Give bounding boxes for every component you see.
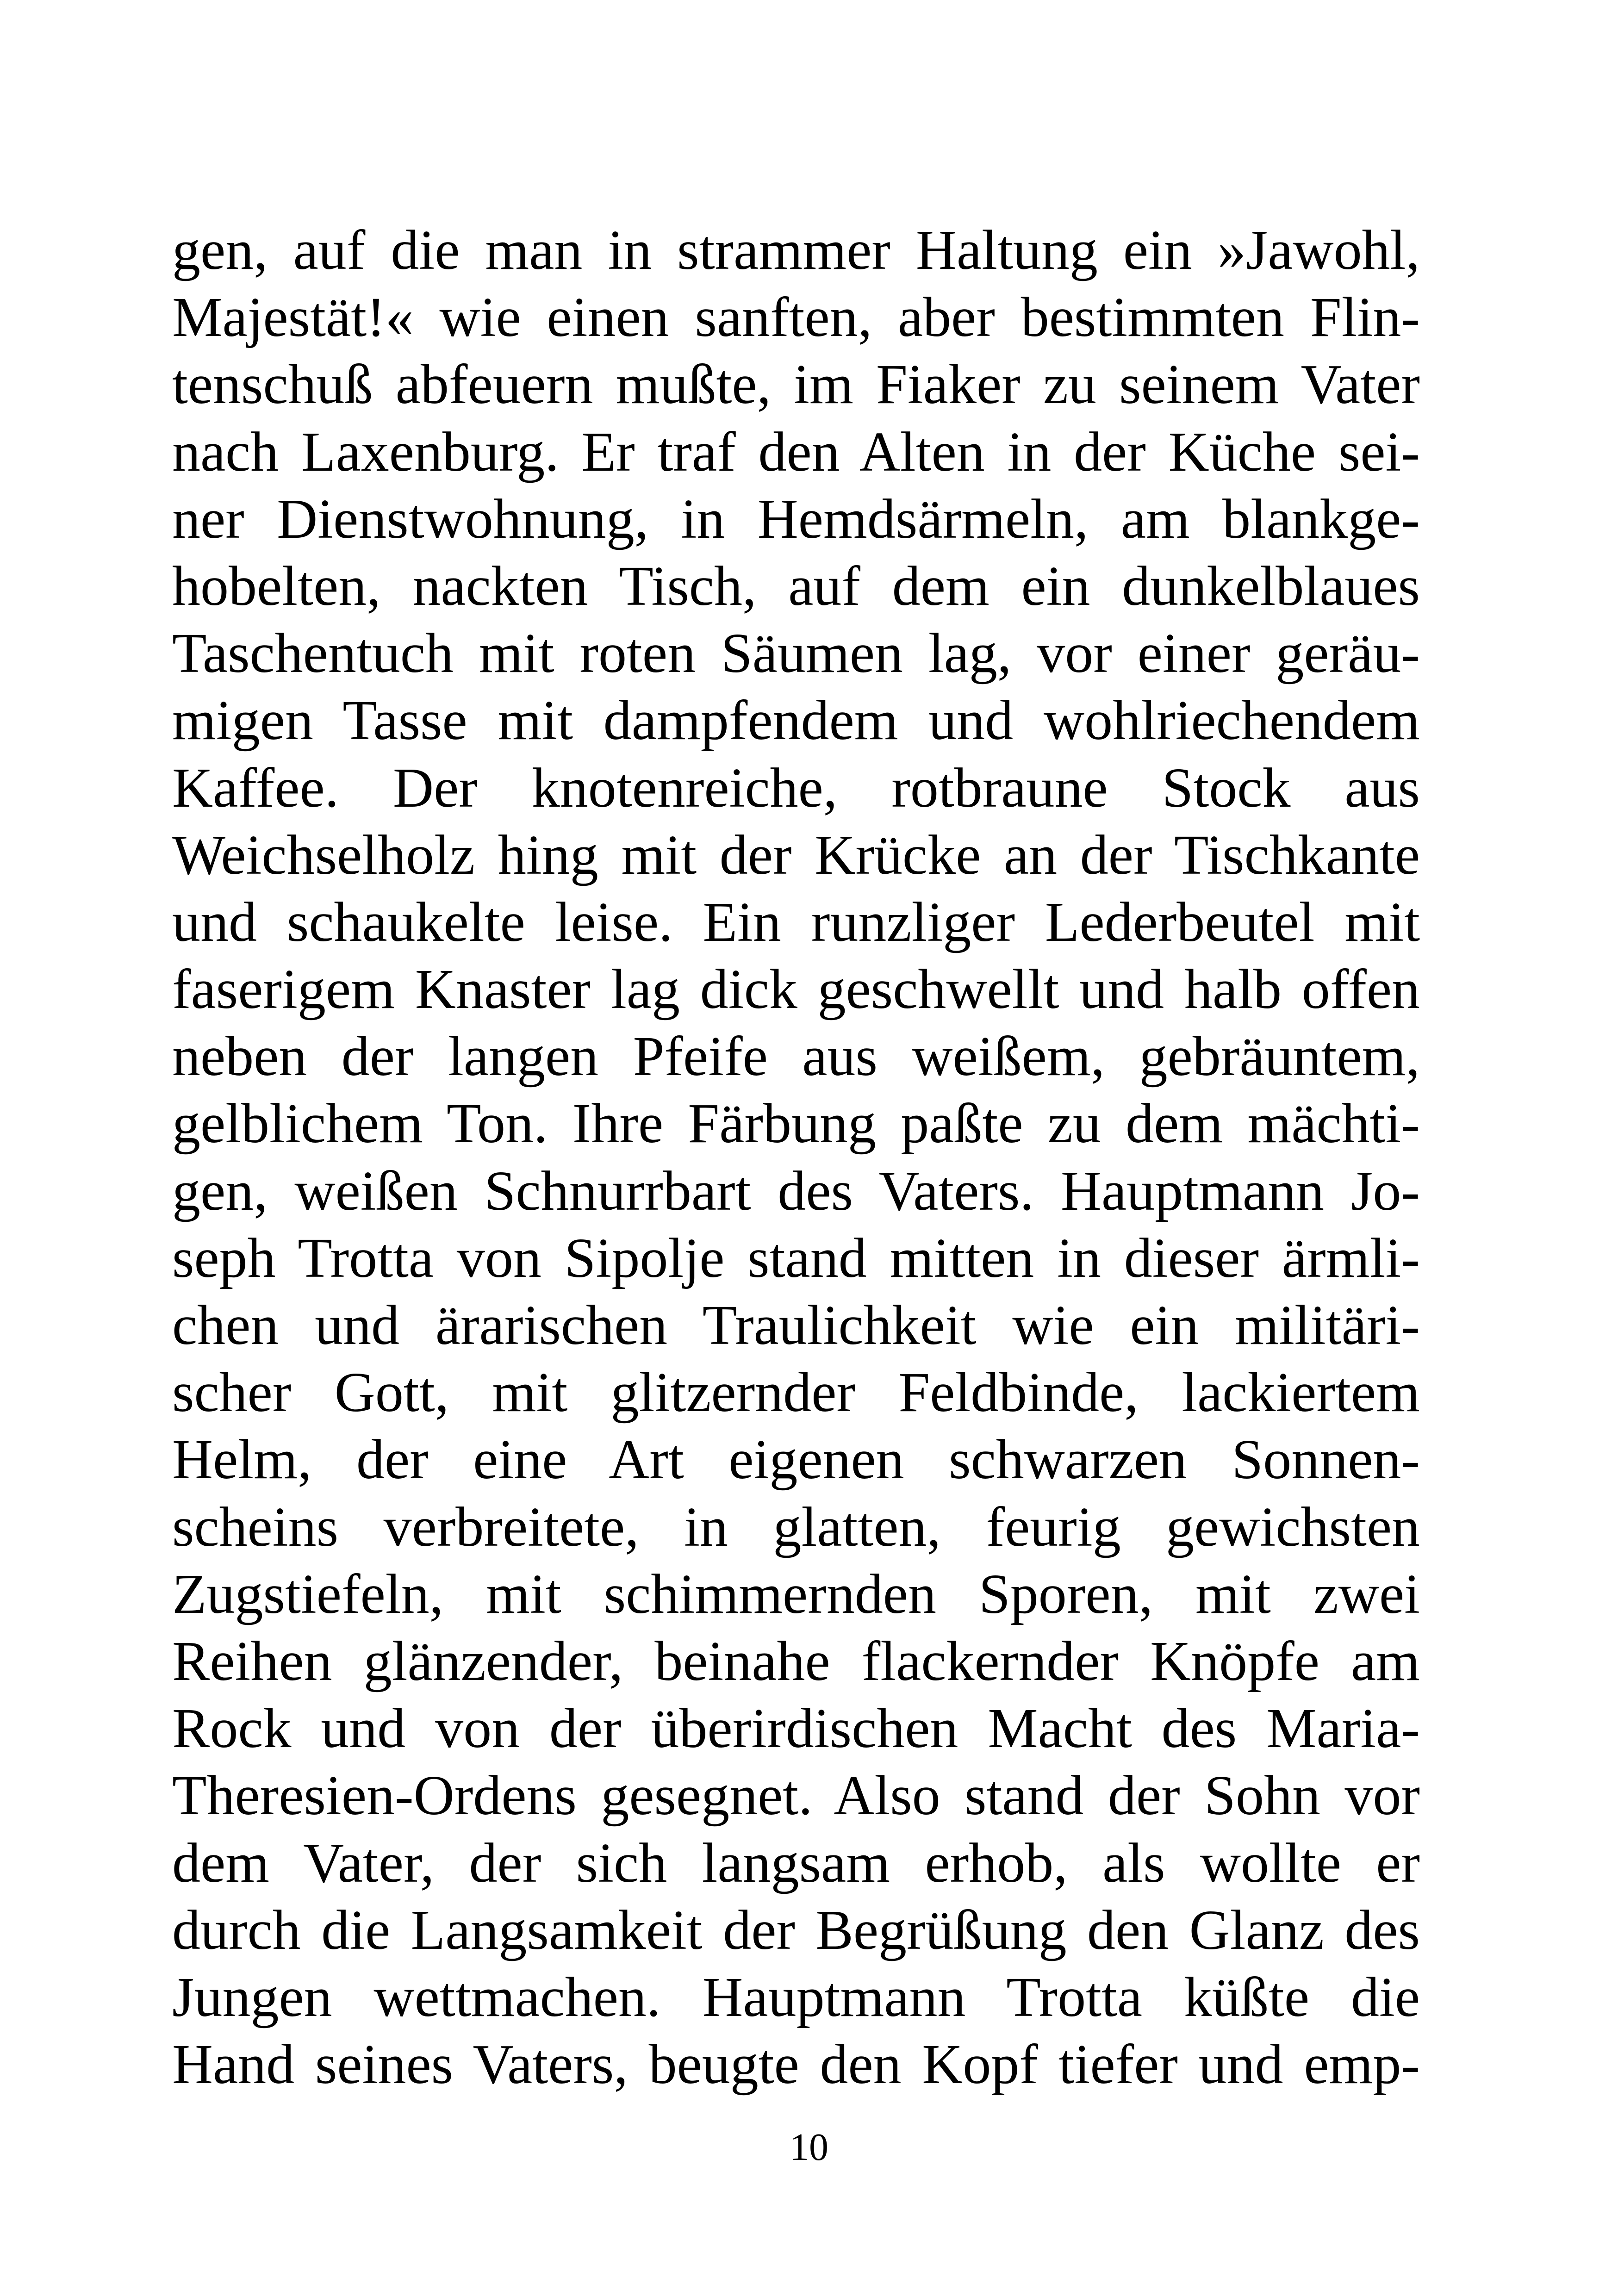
text-line: scher Gott, mit glitzernder Feldbinde, lackiertem	[172, 1361, 1420, 1424]
text-line: Reihen glänzender, beinahe flackernder Knöpfe am	[172, 1630, 1420, 1692]
page-number: 10	[790, 2126, 828, 2169]
text-line: Majestät!« wie einen sanften, aber bestimmten Flin-	[172, 286, 1420, 349]
text-line: tenschuß abfeuern mußte, im Fiaker zu seinem Vater	[172, 353, 1420, 416]
text-line: gen, weißen Schnurrbart des Vaters. Hauptmann Jo-	[172, 1159, 1420, 1222]
text-line: dem Vater, der sich langsam erhob, als wollte er	[172, 1831, 1420, 1894]
text-line: hobelten, nackten Tisch, auf dem ein dunkelblaues	[172, 554, 1420, 617]
text-line: Zugstiefeln, mit schimmernden Sporen, mit zwei	[172, 1562, 1420, 1625]
text-line: Hand seines Vaters, beugte den Kopf tiefer und emp-	[172, 2033, 1420, 2096]
text-line: faserigem Knaster lag dick geschwellt und halb offen	[172, 958, 1420, 1021]
text-line: scheins verbreitete, in glatten, feurig gewichsten	[172, 1495, 1420, 1558]
text-line: Taschentuch mit roten Säumen lag, vor einer geräu-	[172, 622, 1420, 685]
text-line: Jungen wettmachen. Hauptmann Trotta küßte die	[172, 1966, 1420, 2028]
text-line: Rock und von der überirdischen Macht des Maria-	[172, 1697, 1420, 1760]
text-line: ner Dienstwohnung, in Hemdsärmeln, am blankge-	[172, 487, 1420, 550]
text-line: Kaffee. Der knotenreiche, rotbraune Stock aus	[172, 756, 1420, 819]
text-line: seph Trotta von Sipolje stand mitten in dieser ärmli-	[172, 1226, 1420, 1289]
text-line: neben der langen Pfeife aus weißem, gebräuntem,	[172, 1025, 1420, 1088]
text-line: gen, auf die man in strammer Haltung ein »Jawohl,	[172, 219, 1420, 281]
text-line: Weichselholz hing mit der Krücke an der Tischkante	[172, 823, 1420, 886]
text-line: chen und ärarischen Traulichkeit wie ein militäri-	[172, 1294, 1420, 1356]
text-line: gelblichem Ton. Ihre Färbung paßte zu dem mächti-	[172, 1092, 1420, 1155]
text-line: nach Laxenburg. Er traf den Alten in der Küche sei-	[172, 420, 1420, 483]
text-line: und schaukelte leise. Ein runzliger Lederbeutel mit	[172, 890, 1420, 953]
body-text	[172, 217, 1420, 2098]
text-line: durch die Langsamkeit der Begrüßung den Glanz des	[172, 1898, 1420, 1961]
text-line: Theresien-Ordens gesegnet. Also stand der Sohn vor	[172, 1764, 1420, 1827]
text-line: migen Tasse mit dampfendem und wohlriechendem	[172, 689, 1420, 752]
text-line: Helm, der eine Art eigenen schwarzen Sonnen-	[172, 1428, 1420, 1491]
